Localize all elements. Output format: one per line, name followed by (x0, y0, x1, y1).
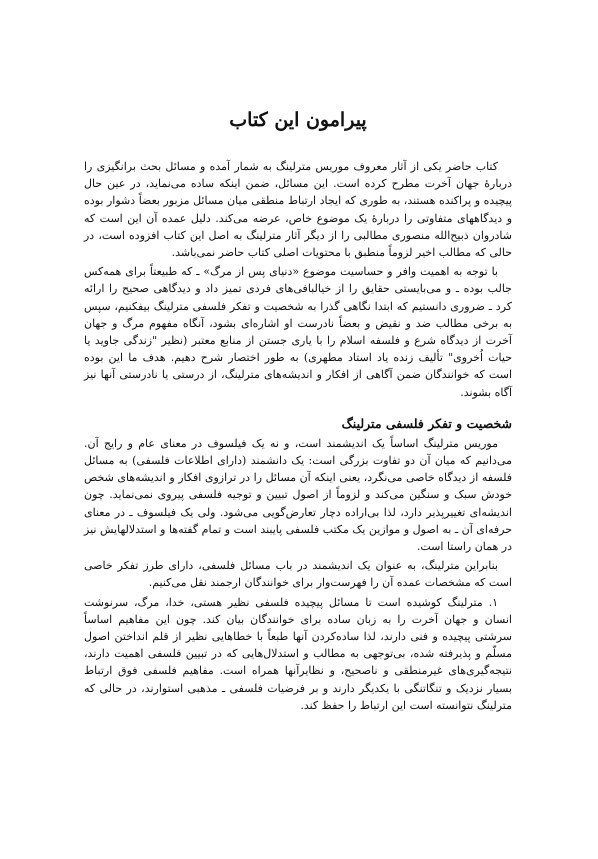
section-paragraph-3: ۱. مترلینگ کوشیده است تا مسائل پیچیده فلسفی نظیر هستی، خدا، مرگ، سرنوشت انسان و جهان آخرت را به زبان ساده برای خوانندگان بیان کند. چون این مفاهیم اساساً سرشتی پیچیده و فنی دارند، لذا ساده‌کردن آنها طبعاً با خطاهایی نظیر از قلم انداختن اصول مسلّم و پذیرفته شده، بی‌توجهی به مطالب و استدلال‌هایی که در تبیین فلسفی اهمیت دارند، نتیجه‌گیری‌های غیرمنطقی و ناصحیح، و نظایرآنها همراه است. مفاهیم فلسفی فوق ارتباط بسیار نزدیک و تنگاتنگی با یکدیگر دارند و بر فرضیات فلسفی ـ مذهبی استوارند، در حالی که مترلینگ نتوانسته است این ارتباط را حفظ کند. (84, 595, 512, 712)
section-spacer (84, 403, 512, 409)
section-paragraph-1: موریس مترلینگ اساساً یک اندیشمند است، و نه یک فیلسوف در معنای عام و رایج آن. می‌دانیم که میان آن دو تفاوت بزرگی است: یک دانشمند (دارای اطلاعات فلسفی) به مسائل فلسفه از دیدگاه خاصی می‌نگرد، یعنی اینکه آن مسائل را در ترازوی افکار و اندیشه‌های شخص خودش سبک و سنگین می‌کند و لزوماً از اصول تبیین و توجیه فلسفی پیروی نمی‌نماید. چون اندیشه‌ای تغییرپذیر دارد، لذا بی‌اراده دچار تعارض‌گویی می‌شود. ولی یک فیلسوف ـ در معنای حرفه‌ای آن ـ به اصول و موازین یک مکتب فلسفی پایبند است و تمام گفته‌ها و استدلالهایش نیز در همان راستا است. (84, 436, 512, 554)
intro-paragraph-2: با توجه به اهمیت وافر و حساسیت موضوع «دنیای پس از مرگ» ـ که طبیعتاً برای همه‌کس جالب بوده ـ و می‌بایستی حقایق را از خیالبافی‌های فردی تمیز داد و دیدگاهی صحیح را ارائه کرد ـ ضروری دانستیم که ابتدا نگاهی گذرا به شخصیت و تفکر فلسفی مترلینگ بیفکنیم، سپس به برخی مطالب ضد و نقیض و بعضاً نادرست او اشاره‌ای بشود، آنگاه مفهوم مرگ و جهان آخرت از دیدگاه شرع و فلسفه اسلام را با یاری جستن از منابع معتبر (نظیر "زندگی جاوید یا حیات اُخروی" تألیف زنده یاد استاد مطهری) به طور اختصار شرح دهیم. هدف ما این بوده است که خوانندگان ضمن آگاهی از افکار و اندیشه‌های مترلینگ، از درستی یا نادرستی آنها نیز آگاه بشوند. (84, 265, 512, 399)
section-heading: شخصیت و تفکر فلسفی مترلینگ (341, 415, 512, 431)
page-title: پیرامون این کتاب (229, 109, 367, 131)
intro-paragraph-1: کتاب حاضر یکی از آثار معروف موریس مترلینگ به شمار آمده و مسائل بحث برانگیزی را دربارهٔ جهان آخرت مطرح کرده است. این مسائل، ضمن اینکه ساده می‌نماید، در عین حال پیچیده و پراکنده هستند، به طوری که ایجاد ارتباط منطقی میان مسائل مزبور بعضاً دشوار بوده و دیدگاههای متفاوتی را دربارهٔ یک موضوع خاص، عرضه می‌کند. دلیل عمده آن این است که شادروان ذبیح‌الله منصوری مطالبی را از دیگر آثار مترلینگ به اصل این کتاب افزوده است، در حالی که مطالب اخیر لزوماً منطبق با محتویات اصلی کتاب حاضر نمی‌باشد. (84, 160, 512, 260)
section-paragraph-2: بنابراین مترلینگ، به عنوان یک اندیشمند در باب مسائل فلسفی، دارای طرز تفکر خاصی است که مشخصات عمده آن را فهرست‌وار برای خوانندگان ارجمند نقل می‌کنیم. (84, 559, 512, 590)
